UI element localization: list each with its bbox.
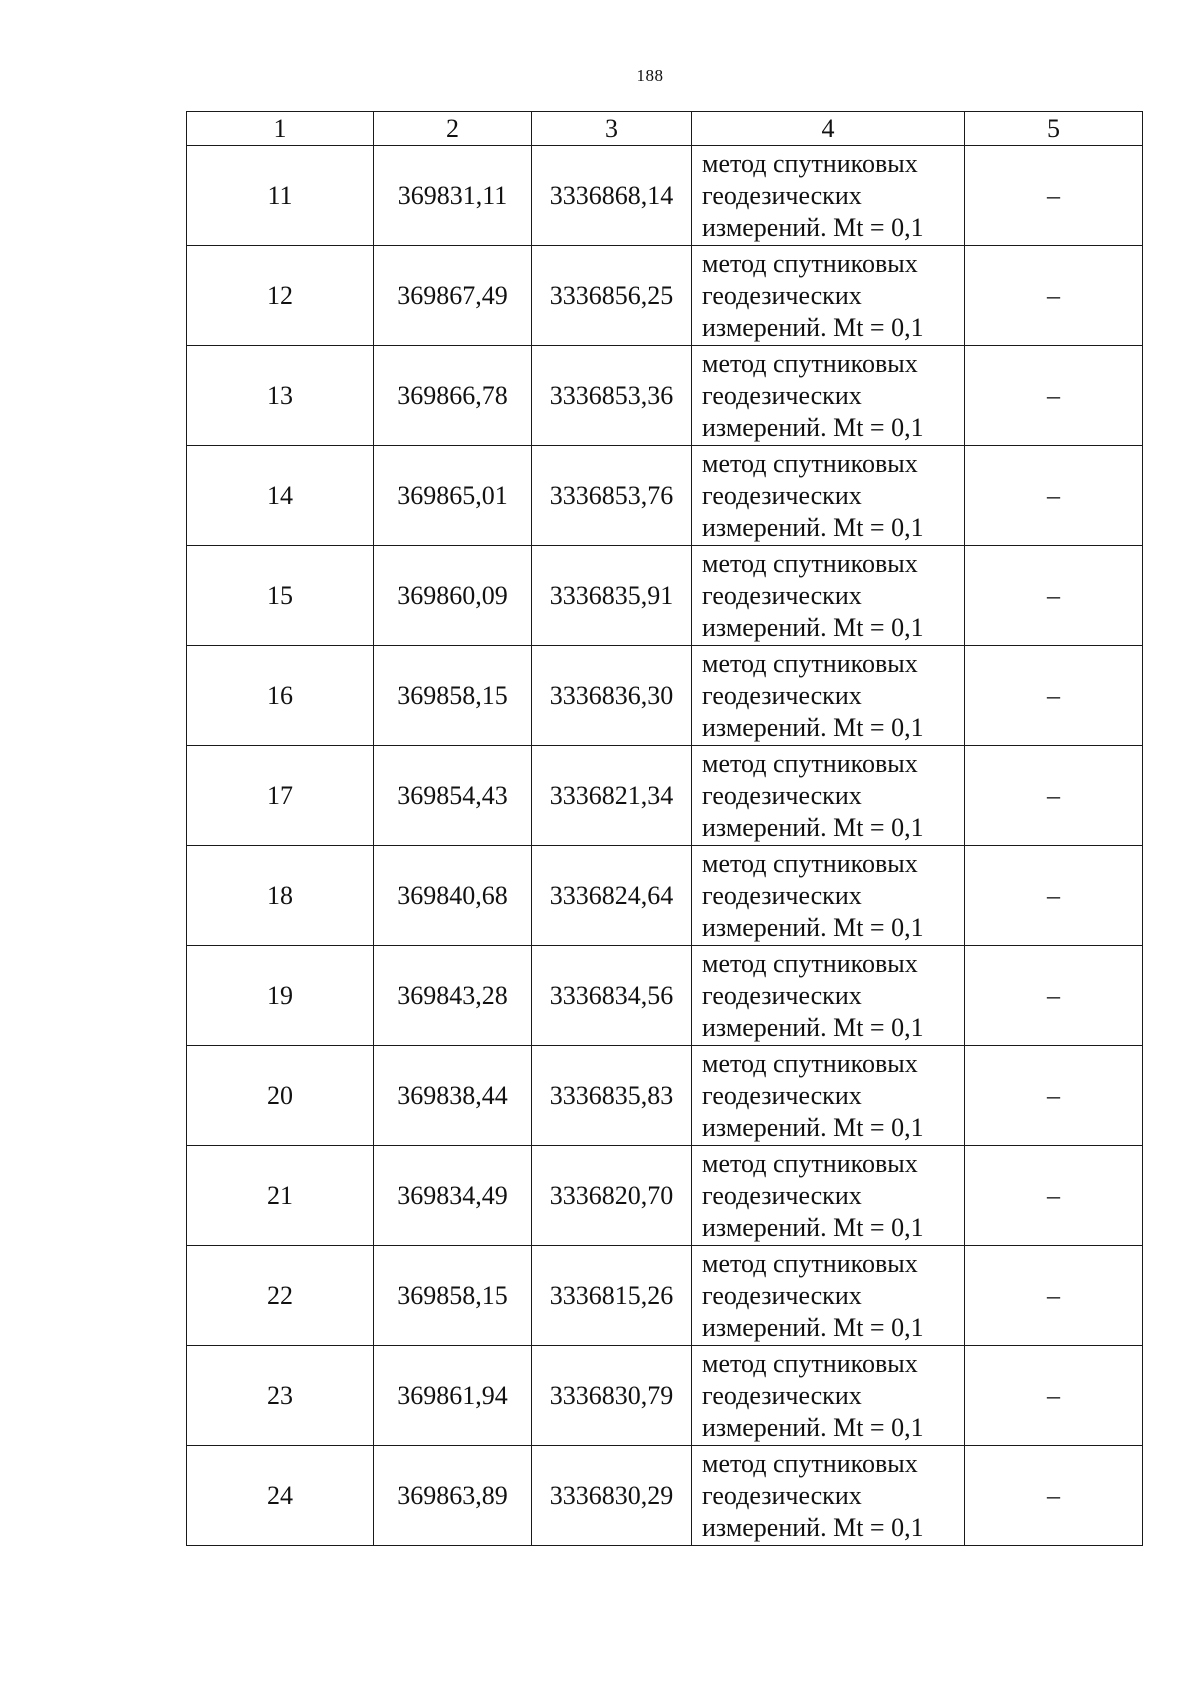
note-cell: – [965, 1446, 1143, 1546]
table-row [187, 746, 1143, 846]
method-line: измерений. Mt = 0,1 [702, 1312, 924, 1342]
y-coordinate-cell: 3336830,79 [532, 1346, 692, 1446]
table-row [187, 846, 1143, 946]
table-row [187, 946, 1143, 1046]
point-number-cell: 20 [187, 1046, 374, 1146]
method-description-cell [692, 1246, 965, 1346]
method-line: измерений. Mt = 0,1 [702, 512, 924, 542]
method-line: измерений. Mt = 0,1 [702, 712, 924, 742]
method-description-cell [692, 546, 965, 646]
header-cell-2: 2 [374, 112, 532, 146]
method-description-cell [692, 1346, 965, 1446]
method-line: метод спутниковых [702, 648, 918, 678]
point-number-cell: 23 [187, 1346, 374, 1446]
note-cell: – [965, 1046, 1143, 1146]
method-line: геодезических [702, 380, 862, 410]
method-line: геодезических [702, 480, 862, 510]
y-coordinate-cell: 3336824,64 [532, 846, 692, 946]
method-description-cell [692, 346, 965, 446]
x-coordinate-cell: 369840,68 [374, 846, 532, 946]
y-coordinate-cell: 3336834,56 [532, 946, 692, 1046]
method-line: метод спутниковых [702, 848, 918, 878]
table-row [187, 146, 1143, 246]
method-line: геодезических [702, 580, 862, 610]
point-number-cell: 21 [187, 1146, 374, 1246]
x-coordinate-cell: 369865,01 [374, 446, 532, 546]
y-coordinate-cell: 3336856,25 [532, 246, 692, 346]
method-description-cell [692, 746, 965, 846]
header-cell-3: 3 [532, 112, 692, 146]
method-line: метод спутниковых [702, 1148, 918, 1178]
point-number-cell: 24 [187, 1446, 374, 1546]
method-description-cell [692, 446, 965, 546]
point-number-cell: 13 [187, 346, 374, 446]
y-coordinate-cell: 3336835,83 [532, 1046, 692, 1146]
table-row [187, 246, 1143, 346]
point-number-cell: 19 [187, 946, 374, 1046]
x-coordinate-cell: 369838,44 [374, 1046, 532, 1146]
page-number: 188 [636, 66, 664, 85]
point-number-cell: 16 [187, 646, 374, 746]
point-number-cell: 14 [187, 446, 374, 546]
method-line: метод спутниковых [702, 1348, 918, 1378]
method-line: геодезических [702, 1080, 862, 1110]
method-description-cell [692, 1046, 965, 1146]
note-cell: – [965, 646, 1143, 746]
method-line: измерений. Mt = 0,1 [702, 1112, 924, 1142]
table-row [187, 1146, 1143, 1246]
y-coordinate-cell: 3336821,34 [532, 746, 692, 846]
method-line: геодезических [702, 180, 862, 210]
note-cell: – [965, 1246, 1143, 1346]
method-description-cell [692, 146, 965, 246]
method-line: метод спутниковых [702, 1448, 918, 1478]
method-line: метод спутниковых [702, 448, 918, 478]
x-coordinate-cell: 369843,28 [374, 946, 532, 1046]
y-coordinate-cell: 3336835,91 [532, 546, 692, 646]
point-number-cell: 11 [187, 146, 374, 246]
table-row [187, 1046, 1143, 1146]
method-description-cell [692, 846, 965, 946]
x-coordinate-cell: 369861,94 [374, 1346, 532, 1446]
method-description-cell [692, 946, 965, 1046]
method-line: измерений. Mt = 0,1 [702, 1412, 924, 1442]
method-line: геодезических [702, 1280, 862, 1310]
method-line: метод спутниковых [702, 148, 918, 178]
header-cell-5: 5 [965, 112, 1143, 146]
method-line: метод спутниковых [702, 548, 918, 578]
x-coordinate-cell: 369860,09 [374, 546, 532, 646]
method-description-cell [692, 246, 965, 346]
method-line: геодезических [702, 680, 862, 710]
note-cell: – [965, 146, 1143, 246]
method-line: измерений. Mt = 0,1 [702, 912, 924, 942]
point-number-cell: 15 [187, 546, 374, 646]
coordinates-table [186, 111, 1143, 1546]
y-coordinate-cell: 3336868,14 [532, 146, 692, 246]
method-line: метод спутниковых [702, 248, 918, 278]
note-cell: – [965, 346, 1143, 446]
header-cell-4: 4 [692, 112, 965, 146]
x-coordinate-cell: 369863,89 [374, 1446, 532, 1546]
header-cell-1: 1 [187, 112, 374, 146]
x-coordinate-cell: 369858,15 [374, 1246, 532, 1346]
y-coordinate-cell: 3336853,36 [532, 346, 692, 446]
method-line: измерений. Mt = 0,1 [702, 212, 924, 242]
method-description-cell [692, 1146, 965, 1246]
method-line: измерений. Mt = 0,1 [702, 312, 924, 342]
x-coordinate-cell: 369834,49 [374, 1146, 532, 1246]
y-coordinate-cell: 3336815,26 [532, 1246, 692, 1346]
point-number-cell: 22 [187, 1246, 374, 1346]
method-line: измерений. Mt = 0,1 [702, 1212, 924, 1242]
method-line: измерений. Mt = 0,1 [702, 412, 924, 442]
method-line: метод спутниковых [702, 748, 918, 778]
x-coordinate-cell: 369831,11 [374, 146, 532, 246]
method-line: геодезических [702, 1180, 862, 1210]
note-cell: – [965, 746, 1143, 846]
table-header-row [187, 112, 1143, 146]
table-row [187, 1446, 1143, 1546]
note-cell: – [965, 246, 1143, 346]
x-coordinate-cell: 369867,49 [374, 246, 532, 346]
method-description-cell [692, 1446, 965, 1546]
method-line: метод спутниковых [702, 948, 918, 978]
method-line: геодезических [702, 1480, 862, 1510]
method-line: метод спутниковых [702, 1248, 918, 1278]
method-line: геодезических [702, 880, 862, 910]
method-line: геодезических [702, 980, 862, 1010]
method-line: метод спутниковых [702, 348, 918, 378]
point-number-cell: 18 [187, 846, 374, 946]
y-coordinate-cell: 3336853,76 [532, 446, 692, 546]
x-coordinate-cell: 369858,15 [374, 646, 532, 746]
method-line: измерений. Mt = 0,1 [702, 1012, 924, 1042]
method-line: геодезических [702, 280, 862, 310]
table-row [187, 1346, 1143, 1446]
point-number-cell: 17 [187, 746, 374, 846]
table-row [187, 646, 1143, 746]
note-cell: – [965, 1146, 1143, 1246]
y-coordinate-cell: 3336830,29 [532, 1446, 692, 1546]
method-line: геодезических [702, 780, 862, 810]
table-row [187, 346, 1143, 446]
method-line: измерений. Mt = 0,1 [702, 812, 924, 842]
point-number-cell: 12 [187, 246, 374, 346]
note-cell: – [965, 446, 1143, 546]
method-line: геодезических [702, 1380, 862, 1410]
method-line: метод спутниковых [702, 1048, 918, 1078]
note-cell: – [965, 946, 1143, 1046]
table-row [187, 1246, 1143, 1346]
table-row [187, 546, 1143, 646]
note-cell: – [965, 1346, 1143, 1446]
note-cell: – [965, 546, 1143, 646]
table-row [187, 446, 1143, 546]
method-line: измерений. Mt = 0,1 [702, 612, 924, 642]
method-description-cell [692, 646, 965, 746]
method-line: измерений. Mt = 0,1 [702, 1512, 924, 1542]
note-cell: – [965, 846, 1143, 946]
x-coordinate-cell: 369854,43 [374, 746, 532, 846]
y-coordinate-cell: 3336820,70 [532, 1146, 692, 1246]
x-coordinate-cell: 369866,78 [374, 346, 532, 446]
y-coordinate-cell: 3336836,30 [532, 646, 692, 746]
